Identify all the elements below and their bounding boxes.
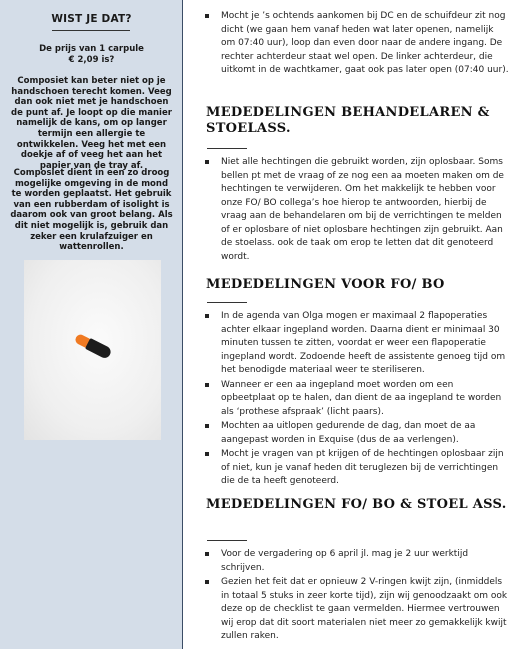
sidebar-tip-box xyxy=(0,0,183,649)
bullet-icon xyxy=(205,552,209,556)
bullet-icon xyxy=(205,383,209,387)
list-item: Mocht je vragen van pt krijgen of de hechtingen oplosbaar zijn of niet, kun je vanaf heden dit teruglezen bij de verrichtingen die de ta heeft genoteerd. xyxy=(203,448,509,489)
list-item: Mochten aa uitlopen gedurende de dag, dan moet de aa aangepast worden in Exquise (dus de aa verlengen). xyxy=(203,420,509,447)
list-item: In de agenda van Olga mogen er maximaal 2 flapoperaties achter elkaar ingepland worden. Daarna dient er minimaal 30 minuten tussen te zitten, voordat er weer een flapoperatie ingepland wordt. Zodoende heeft de assistente genoeg tijd om het benodigde materiaal weer te steriliseren. xyxy=(203,310,509,378)
sidebar-paragraph-droog: Composiet dient in een zo droog mogelijke omgeving in de mond te worden geplaatst. Het gebruik van een rubberdam of isolight is daarom ook van groot belang. Als dit niet mogelijk is, gebruik dan zeker een krulafzuiger en wattenrollen. xyxy=(10,168,173,253)
list-item: Niet alle hechtingen die gebruikt worden, zijn oplosbaar. Soms bellen pt met de vraag of ze nog een aa moeten maken om de hechtingen te verwijderen. Om het makkelijk te hebben voor onze FO/ BO collega’s hoe hierop te antwoorden, hierbij de vraag aan de behandelaren om bij de verrichtingen te melden of er oplosbare of niet oplosbare hechtingen zijn gebruikt. Aan de stoelass. ook de taak om erop te letten dat dit genoteerd wordt. xyxy=(203,156,509,264)
bullet-icon xyxy=(205,424,209,428)
bullet-icon xyxy=(205,452,209,456)
section-heading-fo-bo: MEDEDELINGEN VOOR FO/ BO xyxy=(206,277,445,292)
list-item: Wanneer er een aa ingepland moet worden om een opbeetplaat op te halen, dan dient de aa ingepland te worden als ‘prothese afspraak’ (licht paars). xyxy=(203,379,509,420)
list-item: Gezien het feit dat er opnieuw 2 V-ringen kwijt zijn, (inmiddels in totaal 5 stuks in zeer korte tijd), zijn wij genoodzaakt om ook deze op de checklist te gaan vermelden. Hiermee vertrouwen wij erop dat dit soort materialen niet meer zo gemakkelijk kwijt zullen raken. xyxy=(203,576,509,644)
bullet-icon xyxy=(205,160,209,164)
list-item: Mocht je ’s ochtends aankomen bij DC en de schuifdeur zit nog dicht (we gaan hem vanaf heden wat later openen, namelijk om 07:40 uur), loop dan even door naar de andere ingang. De rechter achterdeur staat wel open. De linker achterdeur, die uitkomt in de wachtkamer, gaat ook pas later open (07:40 uur). xyxy=(203,10,509,78)
bullet-icon xyxy=(205,14,209,18)
composite-capsule-icon xyxy=(73,332,112,360)
section-heading-fo-bo-stoel: MEDEDELINGEN FO/ BO & STOEL ASS. xyxy=(206,497,507,512)
bullet-icon xyxy=(205,314,209,318)
section-list-fo-bo xyxy=(203,310,509,490)
bullet-icon xyxy=(205,580,209,584)
sidebar-divider xyxy=(52,30,130,31)
list-item: Voor de vergadering op 6 april jl. mag je 2 uur werktijd schrijven. xyxy=(203,548,509,575)
section-heading-behandelaren: MEDEDELINGEN BEHANDELAREN & STOELASS. xyxy=(206,105,490,136)
section-divider xyxy=(207,148,247,149)
composite-capsule-photo xyxy=(24,260,161,440)
intro-list xyxy=(203,10,509,79)
sidebar-title: WIST JE DAT? xyxy=(51,13,132,25)
section-list-behandelaren xyxy=(203,156,509,265)
sidebar-price-question: De prijs van 1 carpule € 2,09 is? xyxy=(39,44,144,65)
sidebar-paragraph-handschoen: Composiet kan beter niet op je handschoen terecht komen. Veeg dan ook niet met je handschoen de punt af. Je loopt op die manier namelijk de kans, om op langer termijn een allergie te ontwikkelen. Veeg het met een doekje af of veeg het aan het papier van de tray af. xyxy=(11,76,172,171)
section-divider xyxy=(207,302,247,303)
section-list-fo-bo-stoel xyxy=(203,548,509,645)
section-divider xyxy=(207,540,247,541)
